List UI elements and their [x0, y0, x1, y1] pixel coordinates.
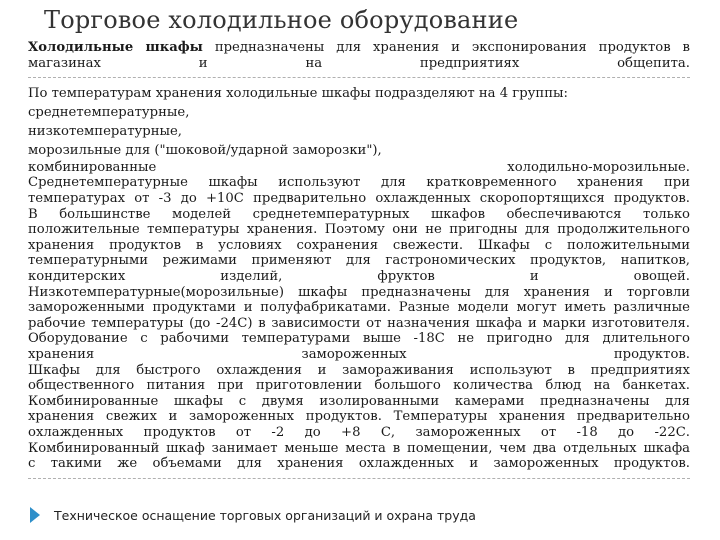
body-line: замороженными продуктами и полуфабрикатами. Разные модели могут иметь различные	[28, 300, 690, 316]
body-line: температурными режимами применяют для гастрономических продуктов, напитков,	[28, 253, 690, 269]
body-line: кондитерских изделий, фруктов и овощей.	[28, 268, 690, 284]
body-line: Комбинированный шкаф занимает меньше места в помещении, чем два отдельных шкафа	[28, 440, 690, 456]
body-line: Низкотемпературные(морозильные) шкафы предназначены для хранения и торговли	[28, 284, 690, 300]
page-title: Торговое холодильное оборудование	[44, 6, 519, 34]
body-line: хранения продуктов в условиях сохранения свежести. Шкафы с положительными	[28, 237, 690, 253]
body-line: общественного питания при приготовлении большого количества блюд на банкетах.	[28, 378, 690, 394]
groups-intro: По температурам хранения холодильные шкафы подразделяют на 4 группы:	[28, 85, 568, 101]
footer	[30, 502, 700, 528]
intro-line-1	[28, 40, 690, 56]
intro-line-1-rest: предназначены для хранения и экспонирования продуктов в	[202, 40, 690, 55]
body-line: хранения свежих и замороженных продуктов. Температуры хранения предварительно	[28, 409, 690, 425]
body-line: хранения замороженных продуктов.	[28, 346, 690, 362]
dashed-divider	[28, 77, 690, 78]
body-line: температурах от -3 до +10С предварительно охлажденных скоропортящихся продуктов.	[28, 191, 690, 206]
body-line: В большинстве моделей среднетемпературных шкафов обеспечиваются только	[28, 206, 690, 222]
document-body	[28, 40, 690, 485]
body-line: положительные температуры хранения. Поэтому они не пригодны для продолжительного	[28, 222, 690, 238]
intro-bold-term: Холодильные шкафы	[28, 40, 203, 55]
triangle-right-icon	[30, 507, 40, 523]
group-item: низкотемпературные,	[28, 123, 182, 139]
body-line: с такими же объемами для хранения охлажденных и замороженных продуктов.	[28, 456, 690, 472]
body-line: Комбинированные шкафы с двумя изолированными камерами предназначены для	[28, 393, 690, 409]
body-line: рабочие температуры (до -24С) в зависимости от назначения шкафа и марки изготовителя.	[28, 315, 690, 331]
footer-text: Техническое оснащение торговых организаций и охрана труда	[54, 507, 476, 523]
body-line: Шкафы для быстрого охлаждения и замораживания используют в предприятиях	[28, 362, 690, 378]
group-item: морозильные для ("шоковой/ударной заморозки"),	[28, 142, 382, 158]
dashed-divider-bottom	[28, 478, 690, 479]
body-paragraphs	[28, 175, 690, 471]
body-line: охлажденных продуктов от -2 до +8 С, замороженных от -18 до -22С.	[28, 424, 690, 440]
intro-line-2: магазинах и на предприятиях общепита.	[28, 56, 690, 72]
combined-line: комбинированные холодильно-морозильные.	[28, 159, 690, 175]
body-line: Среднетемпературные шкафы используют для кратковременного хранения при	[28, 175, 690, 191]
group-item: среднетемпературные,	[28, 104, 190, 120]
body-line: Оборудование с рабочими температурами выше -18С не пригодно для длительного	[28, 331, 690, 347]
